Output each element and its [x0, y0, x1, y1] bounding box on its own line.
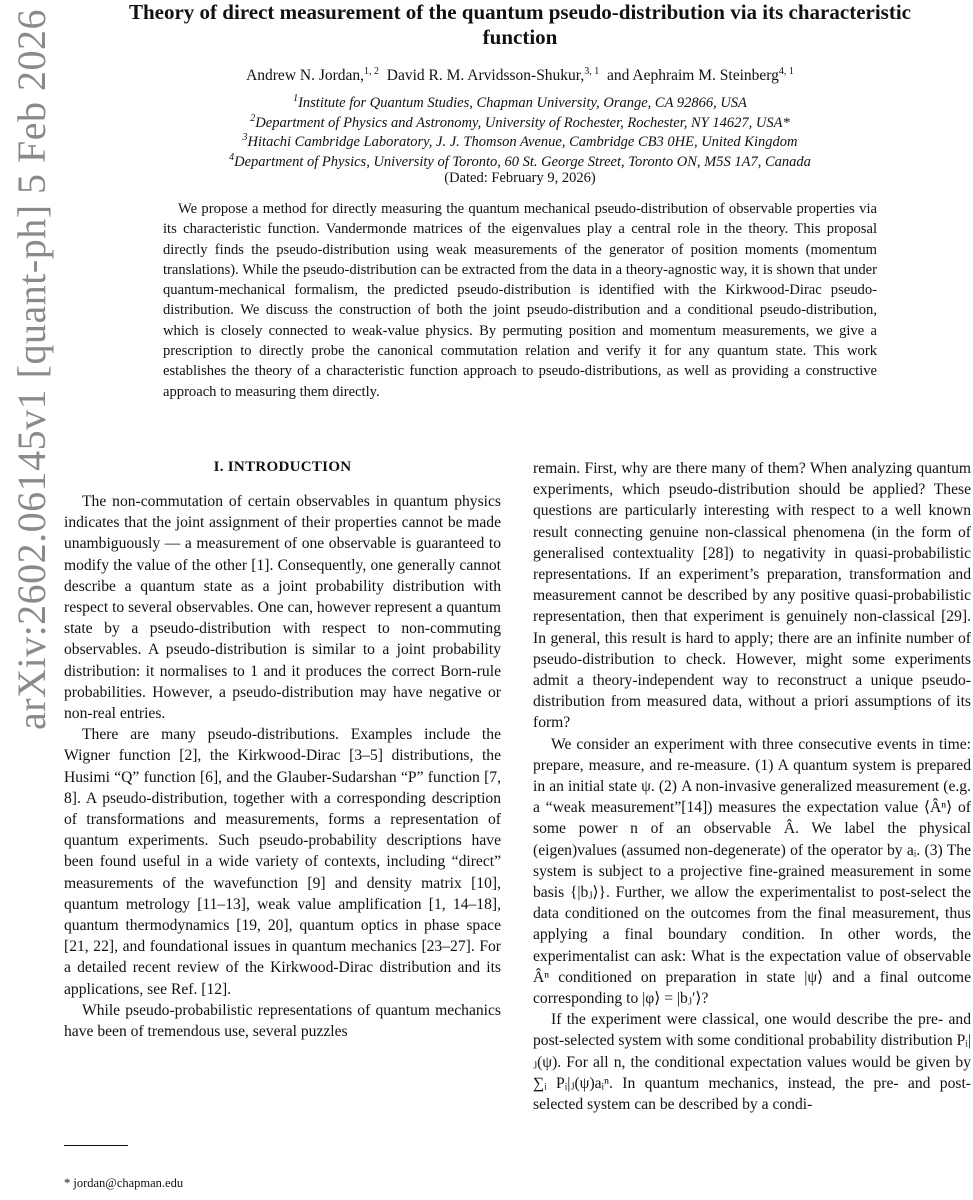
affiliation-number: 1: [293, 93, 299, 105]
author-affil-marker: 1, 2: [364, 65, 380, 77]
author-affil-marker: 4, 1: [778, 65, 794, 77]
abstract: [163, 199, 877, 402]
affiliation-text: Hitachi Cambridge Laboratory, J. J. Thomson Avenue, Cambridge CB3 0HE, United Kingdom: [247, 134, 798, 150]
author-name: Andrew N. Jordan,: [246, 67, 365, 84]
affiliation-number: 3: [242, 132, 248, 144]
affiliation-number: 2: [250, 112, 256, 124]
affiliation: [100, 94, 940, 114]
author-name: David R. M. Arvidsson-Shukur,: [386, 67, 585, 84]
affiliation-list: [100, 94, 940, 172]
footnote-divider: [64, 1145, 128, 1146]
section-heading: I. INTRODUCTION: [213, 459, 352, 475]
author-name: and Aephraim M. Steinberg: [606, 67, 779, 84]
paragraph: remain. First, why are there many of them? When analyzing quantum experiments, which pseudo-distribution should be applied? These questions are particularly interesting with respect to a well known result connecting genuine non-classical phenomena (in the form of generalised contextuality [28]) to negativity in quasi-probabilistic representations. If an experiment’s preparation, transformation and measurement cannot be described by any positive quasi-probabilistic representation, then that experiment is genuinely non-classical [29]. In general, this result is hard to apply; there are an infinite number of pseudo-distribution to check. However, might some experiments admit a theory-independent way to reconstruct a unique pseudo-distribution from measured data, without a priori assumptions of its form?: [533, 460, 971, 732]
left-column: [64, 456, 501, 1042]
right-column: [533, 458, 971, 1115]
paragraph: While pseudo-probabilistic representations of quantum mechanics have been of tremendous use, several puzzles: [64, 1001, 501, 1041]
paragraph: The non-commutation of certain observables in quantum physics indicates that the joint assignment of their properties cannot be made unambiguously — a measurement of one observable is guaranteed to modify the value of the other [1]. Consequently, one generally cannot describe a quantum state as a joint probability distribution with respect to several observables. One can, however represent a quantum state by a pseudo-distribution with respect to non-commuting observables. A pseudo-distribution is similar to a joint probability distribution: it normalises to 1 and it produces the correct Born-rule probabilities. However, a pseudo-distribution may have negative or non-real entries.: [64, 493, 501, 723]
paper-title: Theory of direct measurement of the quantum pseudo-distribution via its characteristic function: [128, 0, 911, 49]
paragraph: We consider an experiment with three consecutive events in time: prepare, measure, and re-measure. (1) A quantum system is prepared in an initial state ψ. (2) A non-invasive generalized measurement (e.g. a “weak measurement”[14]) measures the expectation value ⟨Âⁿ⟩ of some power n of an observable Â. We label the physical (eigen)values (assumed non-degenerate) of the operator by aᵢ. (3) The system is subject to a projective fine-grained measurement in some basis {|bⱼ⟩}. Further, we allow the experimentalist to post-select the data conditioned on the outcomes from the final measurement, thus applying a final boundary condition. In other words, the experimentalist can ask: What is the expectation value of observable Âⁿ conditioned on preparation in state |ψ⟩ and a final outcome corresponding to |φ⟩ = |bⱼ′⟩?: [533, 735, 971, 1008]
affiliation: [100, 114, 940, 134]
abstract-text: We propose a method for directly measuring the quantum mechanical pseudo-distribution of observable properties via its characteristic function. Vandermonde matrices of the eigenvalues play a central role in the theory. This proposal directly finds the pseudo-distribution using weak measurements of the generator of position moments (momentum translations). While the pseudo-distribution can be extracted from the data in a theory-agnostic way, it is shown that under quantum-mechanical formalism, the predicted pseudo-distribution is identified with the Kirkwood-Dirac pseudo-distribution. We discuss the construction of both the joint pseudo-distribution and a conditional pseudo-distribution, which is closely connected to weak-value physics. By permuting position and momentum measurements, we give a prescription to directly probe the canonical commutation relation and verify it for any quantum state. This work establishes the theory of a characteristic function approach to pseudo-distributions, as well as providing a constructive approach to measuring them directly.: [163, 201, 877, 400]
date-line: (Dated: February 9, 2026): [444, 170, 596, 186]
affiliation-number: 4: [229, 151, 235, 163]
footnote: * jordan@chapman.edu: [64, 1176, 184, 1190]
affiliation-text: Institute for Quantum Studies, Chapman University, Orange, CA 92866, USA: [298, 95, 747, 111]
affiliation-text: Department of Physics and Astronomy, University of Rochester, Rochester, NY 14627, USA*: [255, 114, 790, 131]
paragraph: If the experiment were classical, one would describe the pre- and post-selected system with some conditional probability distribution Pᵢ|ⱼ(ψ). For all n, the conditional expectation values would be given by ∑ᵢ Pᵢ|ⱼ(ψ)aᵢⁿ. In quantum mechanics, instead, the pre- and post-selected system can be described by a condi-: [533, 1011, 971, 1114]
author-affil-marker: 3, 1: [584, 65, 600, 77]
author-list: [100, 66, 940, 86]
affiliation: [100, 133, 940, 153]
affiliation-text: Department of Physics, University of Toronto, 60 St. George Street, Toronto ON, M5S 1A7, Canada: [234, 153, 811, 170]
paragraph: There are many pseudo-distributions. Examples include the Wigner function [2], the Kirkwood-Dirac [3–5] distributions, the Husimi “Q” function [6], and the Glauber-Sudarshan “P” function [7, 8]. A pseudo-distribution, together with a corresponding description of transformations and measurements, forms a representation of quantum experiments. Such pseudo-probability descriptions have been found useful in a wide variety of contexts, including “direct” measurements of the wavefunction [9] and density matrix [10], quantum metrology [11–13], weak value amplification [1, 14–18], quantum thermodynamics [19, 20], quantum optics in phase space [21, 22], and foundational issues in quantum mechanics [23–27]. For a detailed recent review of the Kirkwood-Dirac distribution and its applications, see Ref. [12].: [64, 726, 501, 998]
arxiv-identifier: arXiv:2602.06145v1 [quant-ph] 5 Feb 2026: [9, 8, 54, 730]
